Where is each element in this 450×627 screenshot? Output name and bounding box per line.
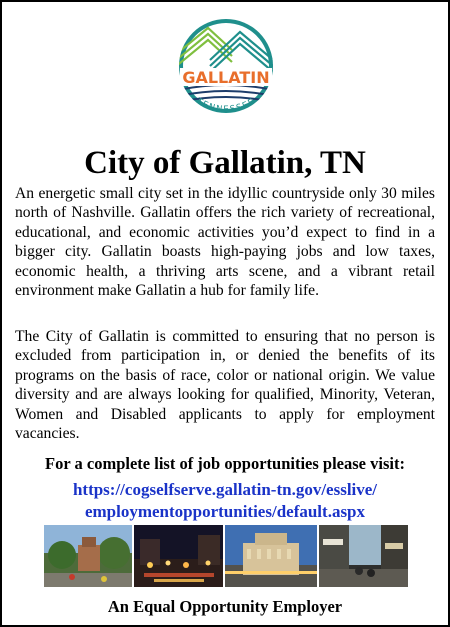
eoe-footer: An Equal Opportunity Employer <box>107 597 343 616</box>
downtown-street-photo <box>319 525 409 587</box>
town-square-photo <box>44 525 132 587</box>
link-line-2: employmentopportunities/default.aspx <box>84 502 366 521</box>
cta-text: For a complete list of job opportunities please visit: <box>45 454 405 473</box>
intro-paragraph: An energetic small city set in the idyllic countryside only 30 miles north of Nashville. Gallatin offers the rich variety of recreational, educational, and economic activities you’d expect to find in a bigger city. Gallatin boasts high-paying jobs and low taxes, economic health, a thriving arts scene, and a vibrant retail environment make Gallatin a hub for family life. <box>15 185 435 300</box>
job-listings-link[interactable] <box>2 479 448 523</box>
logo-wordmark: GALLATIN <box>182 68 270 87</box>
courthouse-photo <box>225 525 316 587</box>
eeo-paragraph: The City of Gallatin is committed to ensuring that no person is excluded from participation in, or denied the benefits of its programs on the basis of race, color or national origin. We value diversity and are always looking for qualified, Minority, Veteran, Women and Disabled applicants to apply for employment vacancies. <box>15 328 435 443</box>
gallatin-logo <box>170 16 282 138</box>
link-line-1: https://cogselfserve.gallatin-tn.gov/esslive/ <box>72 480 378 499</box>
logo-state-text: TENNESSEE <box>194 96 258 115</box>
page-title: City of Gallatin, TN <box>84 145 366 181</box>
photo-strip <box>44 525 408 587</box>
night-street-photo <box>134 525 224 587</box>
